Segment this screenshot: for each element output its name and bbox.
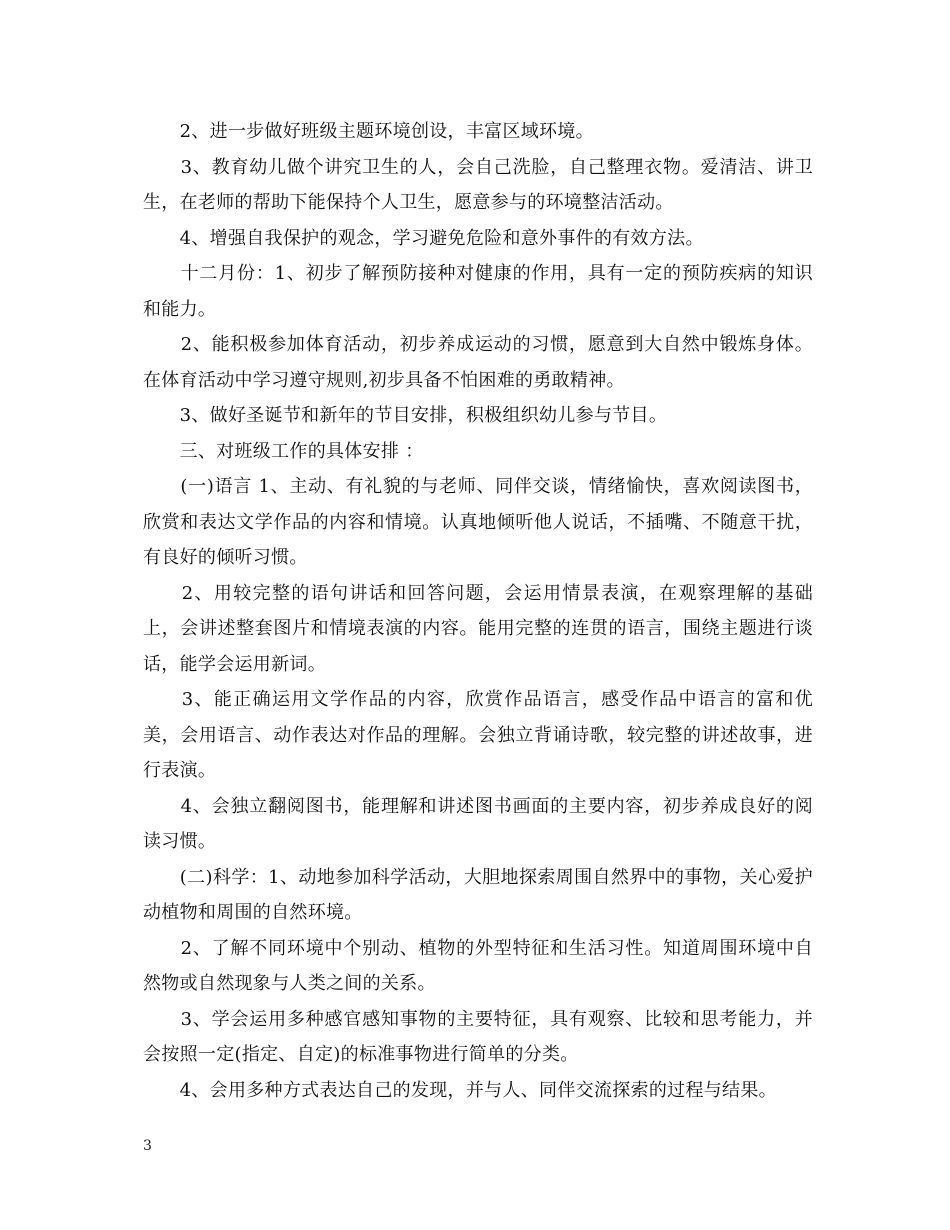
paragraph: (一)语言 1、主动、有礼貌的与老师、同伴交谈，情绪愉快，喜欢阅读图书，欣赏和表达文学作品的内容和情境。认真地倾听他人说话，不插嘴、不随意干扰，有良好的倾听习惯。: [143, 476, 813, 568]
paragraph: 2、用较完整的语句讲话和回答问题，会运用情景表演，在观察理解的基础上，会讲述整套图片和情境表演的内容。能用完整的连贯的语言，围绕主题进行谈话，能学会运用新词。: [143, 582, 813, 675]
paragraph: (二)科学：1、动地参加科学活动，大胆地探索周围自然界中的事物，关心爱护动植物和周围的自然环境。: [143, 866, 813, 923]
paragraph: 3、教育幼儿做个讲究卫生的人，会自己洗脸，自己整理衣物。爱清洁、讲卫生，在老师的帮助下能保持个人卫生，愿意参与的环境整洁活动。: [143, 156, 813, 213]
section-heading: 三、对班级工作的具体安排 ：: [143, 440, 424, 462]
paragraph: 4、增强自我保护的观念，学习避免危险和意外事件的有效方法。: [143, 227, 704, 249]
paragraph: 3、能正确运用文学作品的内容，欣赏作品语言，感受作品中语言的富和优美，会用语言、动作表达对作品的理解。会独立背诵诗歌，较完整的讲述故事，进行表演。: [143, 689, 813, 781]
paragraph: 3、学会运用多种感官感知事物的主要特征，具有观察、比较和思考能力，并会按照一定(指定、自定)的标准事物进行简单的分类。: [143, 1008, 813, 1065]
document-body: [143, 114, 813, 1108]
paragraph: 4、会独立翻阅图书，能理解和讲述图书画面的主要内容，初步养成良好的阅读习惯。: [143, 795, 813, 852]
page-number: 3: [143, 1138, 152, 1154]
paragraph: 2、能积极参加体育活动，初步养成运动的习惯，愿意到大自然中锻炼身体。在体育活动中学习遵守规则,初步具备不怕困难的勇敢精神。: [143, 334, 813, 391]
paragraph: 4、会用多种方式表达自己的发现，并与人、同伴交流探索的过程与结果。: [143, 1079, 777, 1101]
paragraph: 2、了解不同环境中个别动、植物的外型特征和生活习性。知道周围环境中自然物或自然现象与人类之间的关系。: [143, 937, 813, 994]
paragraph: 十二月份：1、初步了解预防接种对健康的作用，具有一定的预防疾病的知识和能力。: [143, 263, 813, 320]
paragraph: 3、做好圣诞节和新年的节目安排，积极组织幼儿参与节目。: [143, 405, 668, 426]
paragraph: 2、进一步做好班级主题环境创设，丰富区域环境。: [143, 121, 594, 142]
